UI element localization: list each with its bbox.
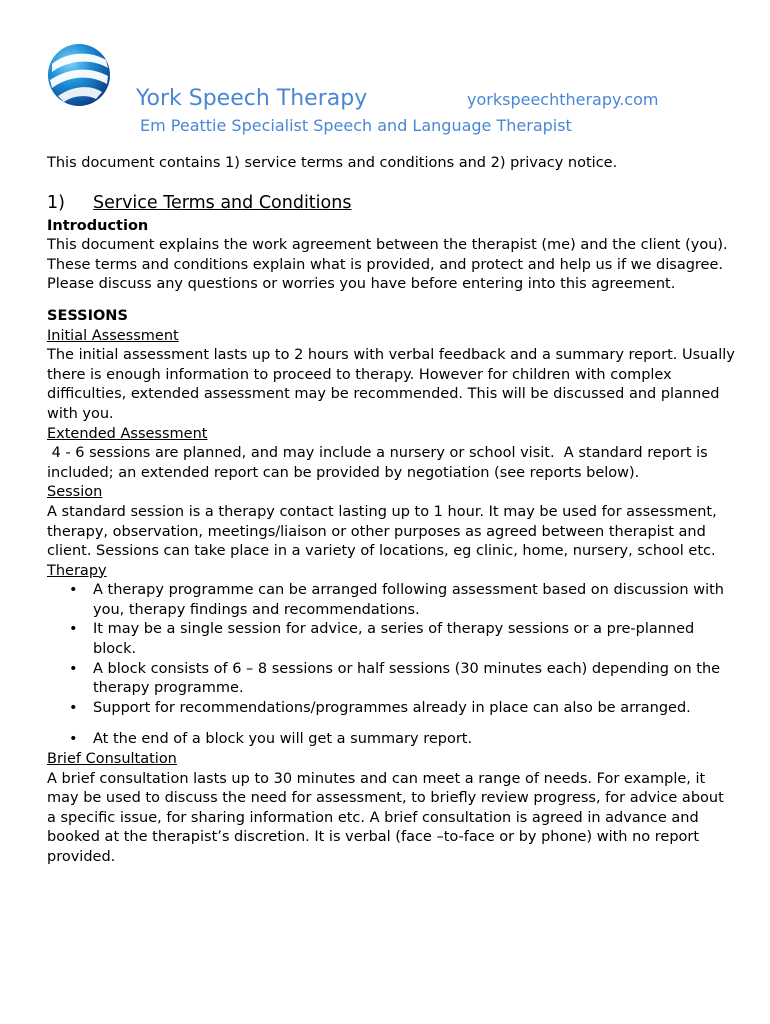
- section-number: 1): [47, 192, 65, 213]
- spacer: [47, 295, 737, 307]
- section-title: Service Terms and Conditions: [93, 192, 352, 213]
- document-body: [47, 154, 737, 868]
- list-item: • Support for recommendations/programmes already in place can also be arranged.: [47, 699, 737, 719]
- therapy-bullet-list: [47, 581, 737, 750]
- brand-name: York Speech Therapy: [136, 86, 368, 111]
- therapy-heading: Therapy: [47, 562, 107, 579]
- list-item: • At the end of a block you will get a summary report.: [47, 730, 737, 750]
- list-item: • A block consists of 6 – 8 sessions or half sessions (30 minutes each) depending on the therapy programme.: [47, 660, 737, 699]
- introduction-heading: Introduction: [47, 217, 149, 234]
- brief-consultation-text: A brief consultation lasts up to 30 minutes and can meet a range of needs. For example, it may be used to discuss the need for assessment, to briefly review progress, for advice about a specific issue, for sharing information etc. A brief consultation is agreed in advance and booked at the therapist’s discretion. It is verbal (face –to-face or by phone) with no report provided.: [47, 770, 724, 865]
- session-heading: Session: [47, 484, 103, 501]
- intro-line: This document contains 1) service terms and conditions and 2) privacy notice.: [47, 155, 618, 171]
- list-item: • A therapy programme can be arranged following assessment based on discussion with you, therapy findings and recommendations.: [47, 581, 737, 620]
- website-link[interactable]: yorkspeechtherapy.com: [467, 90, 659, 109]
- extended-assessment-heading: Extended Assessment: [47, 425, 208, 442]
- list-item: • It may be a single session for advice, a series of therapy sessions or a pre-planned block.: [47, 620, 737, 659]
- globe-logo-icon: [46, 42, 112, 108]
- introduction-text: This document explains the work agreement between the therapist (me) and the client (you). These terms and conditions explain what is provided, and protect and help us if we disagree. Please discuss any questions or worries you have before entering into this agreement.: [47, 237, 728, 293]
- brief-consultation-heading: Brief Consultation: [47, 751, 177, 768]
- therapist-subtitle: Em Peattie Specialist Speech and Language Therapist: [140, 116, 572, 135]
- initial-assessment-heading: Initial Assessment: [47, 327, 179, 344]
- section-heading: [47, 191, 737, 215]
- extended-assessment-text: 4 - 6 sessions are planned, and may include a nursery or school visit. A standard report is included; an extended report can be provided by negotiation (see reports below).: [47, 445, 713, 481]
- initial-assessment-text: The initial assessment lasts up to 2 hours with verbal feedback and a summary report. Usually there is enough information to proceed to therapy. However for children with complex difficulties, extended assessment may be recommended. This will be discussed and planned with you.: [47, 347, 735, 422]
- sessions-heading: SESSIONS: [47, 307, 128, 324]
- logo: [46, 42, 112, 108]
- session-text: A standard session is a therapy contact lasting up to 1 hour. It may be used for assessment, therapy, observation, meetings/liaison or other purposes as agreed between therapist and client. Sessions can take place in a variety of locations, eg clinic, home, nursery, school etc.: [47, 503, 717, 560]
